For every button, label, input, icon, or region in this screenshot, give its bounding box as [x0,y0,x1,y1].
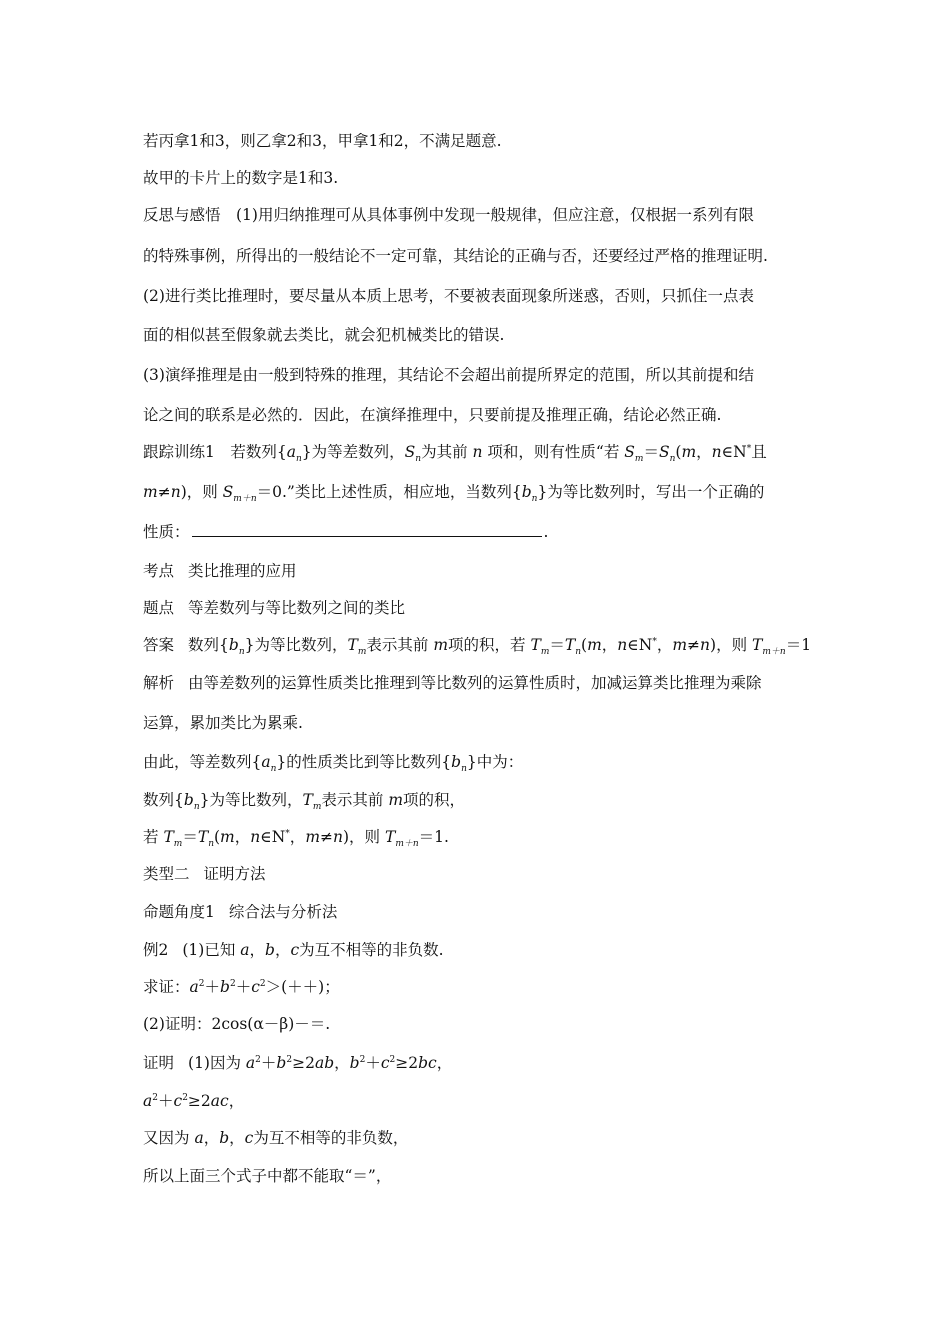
proof-line: $a^2+c^2\ge 2ac$， [143,1092,245,1110]
text-line: 的特殊事例，所得出的一般结论不一定可靠，其结论的正确与否，还要经过严格的推理证明. [143,247,768,265]
kaodian-line: 考点 类比推理的应用 [143,562,297,580]
derive-line: 数列$\{b_n\}$为等比数列，$T_m$表示其前 m项的积， [143,791,466,813]
exercise-line: 性质： . [143,523,549,541]
example-line: (2)证明：2cos(α－β)－＝. [143,1015,331,1033]
exercise-line: m≠n)，则 $S_{m+n}=0$.”类比上述性质，相应地，当数列$\{b_n\}$为等比数列时，写出一个正确的 [143,483,765,505]
text-line: 故甲的卡片上的数字是1和3. [143,169,339,187]
exercise-line: 跟踪训练1 若数列$\{a_n\}$为等差数列，$S_n$为其前 n 项和，则有性质“若 $S_m=S_n(m$，n∈N*且 [143,443,767,465]
text-line: (2)进行类比推理时，要尽量从本质上思考，不要被表面现象所迷惑，否则，只抓住一点表 [143,287,754,305]
text-line: 面的相似甚至假象就去类比，就会犯机械类比的错误. [143,326,505,344]
answer-line: 答案 数列$\{b_n\}$为等比数列，$T_m$表示其前 m项的积，若 $T_m=T_n(m$，n∈N*，m≠n)，则 $T_{m+n}=1$ [143,636,812,658]
example-line: 求证：$a^2+b^2+c^2>(++)$； [143,978,340,996]
proof-line: 证明 (1)因为 $a^2+b^2\ge 2ab$，$b^2+c^2\ge 2bc$， [143,1054,453,1072]
text-line: 若丙拿1和3，则乙拿2和3，甲拿1和2，不满足题意. [143,132,502,150]
example-line: 例2 (1)已知 a，b，c为互不相等的非负数. [143,941,444,959]
tidian-line: 题点 等差数列与等比数列之间的类比 [143,599,406,617]
proof-line: 所以上面三个式子中都不能取“＝”， [143,1167,392,1185]
analysis-line: 运算，累加类比为累乘. [143,714,303,732]
text-line: 反思与感悟 (1)用归纳推理可从具体事例中发现一般规律，但应注意，仅根据一系列有限 [143,206,754,224]
derive-line: 若 $T_m=T_n(m$，n∈N*，m≠n)，则 $T_{m+n}=1$. [143,828,449,850]
text-line: (3)演绎推理是由一般到特殊的推理，其结论不会超出前提所界定的范围，所以其前提和结 [143,366,754,384]
answer-blank [192,522,542,537]
proof-line: 又因为 a，b，c为互不相等的非负数， [143,1129,409,1147]
subsection-heading: 命题角度1 综合法与分析法 [143,903,338,921]
derive-line: 由此，等差数列$\{a_n\}$的性质类比到等比数列$\{b_n\}$中为： [143,753,524,775]
text-line: 论之间的联系是必然的．因此，在演绎推理中，只要前提及推理正确，结论必然正确. [143,406,722,424]
analysis-line: 解析 由等差数列的运算性质类比推理到等比数列的运算性质时，加减运算类比推理为乘除 [143,674,762,692]
section-heading: 类型二 证明方法 [143,865,266,883]
